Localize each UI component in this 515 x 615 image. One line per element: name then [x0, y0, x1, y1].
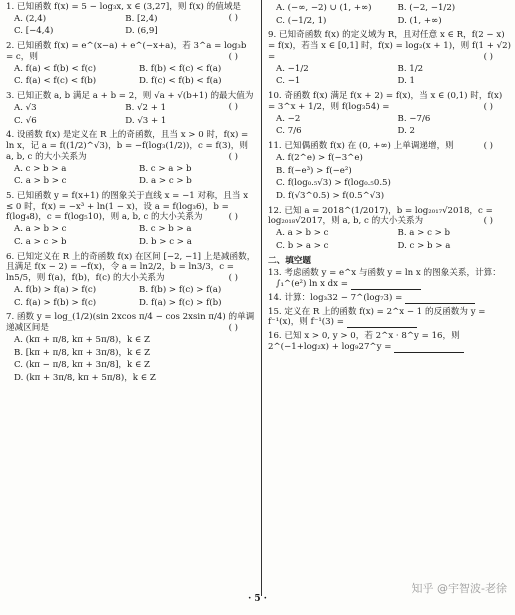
option-c: C. f(log₀.₅√3) > f(log₀.₅0.5)	[276, 178, 391, 189]
option-c: C. −1	[276, 76, 301, 87]
option-list	[6, 13, 229, 38]
question-q15	[268, 307, 511, 328]
fill-section-title: 二、填空题	[268, 255, 311, 266]
question-stem	[6, 252, 256, 284]
question-q13	[268, 268, 511, 289]
answer-blank[interactable]	[394, 343, 464, 353]
option-d: D. (6,9]	[125, 26, 158, 37]
question-q3	[6, 91, 256, 127]
option-d: D. f(√3^0.5) > f(0.5^√3)	[276, 191, 385, 202]
left-column	[6, 2, 256, 388]
question-text: 9. 已知奇函数 f(x) 的定义域为 R，且对任意 x ∈ R，f(2 − x) = f(x)，若当 x ∈ [0,1] 时，f(x) = log₂(x + 1)，则 f(1 + √2) =	[268, 30, 511, 62]
option-b: B. c > a > b	[139, 163, 192, 174]
option-b: B. −7/6	[397, 113, 431, 124]
option-d: D. 2	[397, 126, 416, 137]
option-b: B. 1/2	[397, 63, 424, 74]
question-text: 15. 定义在 R 上的函数 f(x) = 2^x − 1 的反函数为 y = f⁻¹(x)，则 f⁻¹(3) =	[268, 306, 486, 328]
question-stem	[268, 91, 511, 112]
answer-bracket: ( )	[483, 51, 493, 62]
option-a: A. f(b) > f(a) > f(c)	[14, 284, 97, 295]
option-c: C. 7/6	[276, 126, 302, 137]
option-list	[268, 152, 511, 203]
option-d: D. a > c > b	[139, 176, 192, 187]
answer-blank[interactable]	[347, 318, 417, 328]
option-c: C. a > c > b	[14, 236, 67, 247]
question-q1	[6, 2, 256, 38]
option-d: D. b > c > a	[139, 236, 192, 247]
option-c: C. [−4,4)	[14, 26, 54, 37]
option-b: B. √2 + 1	[125, 102, 167, 113]
option-list	[268, 63, 511, 88]
question-q6	[6, 252, 256, 310]
right-column	[268, 2, 511, 356]
option-list	[6, 284, 256, 309]
option-d: D. f(c) < f(b) < f(a)	[139, 76, 222, 87]
question-q16	[268, 331, 511, 352]
option-c: C. (−1/2, 1)	[276, 15, 327, 26]
option-b: B. f(b) < f(c) < f(a)	[139, 63, 222, 74]
question-q11	[268, 141, 511, 203]
option-c: C. f(a) < f(c) < f(b)	[14, 76, 97, 87]
question-text: 4. 设函数 f(x) 是定义在 R 上的奇函数，且当 x > 0 时，f(x) = ln x，记 a = f((1/2)^√3)，b = −f(log₃(1/2))，c = f(3)，则 a, b, c 的大小关系为	[6, 130, 249, 162]
option-b: B. [kπ + π/8, kπ + 3π/8)，k ∈ Z	[14, 347, 151, 358]
answer-bracket: ( )	[228, 323, 238, 334]
integral-expression: ∫₁^(e²) ln x dx =	[276, 279, 348, 290]
option-d: D. c > b > a	[397, 240, 451, 251]
page-number: · 5 ·	[248, 594, 267, 604]
option-list	[6, 334, 256, 385]
question-stem	[268, 206, 511, 227]
option-b: B. a > c > b	[397, 228, 451, 239]
question-text: 2. 已知函数 f(x) = e^(x−a) + e^(−x+a)，若 3^a = log₃b = c，则	[6, 41, 247, 62]
question-stem	[6, 312, 256, 333]
right-questions	[268, 2, 511, 253]
question-text: 14. 计算：log₃32 − 7^(log₇3) =	[268, 292, 403, 303]
option-list	[268, 227, 511, 252]
option-list	[6, 63, 256, 88]
option-d: D. √3 + 1	[125, 115, 167, 126]
question-stem	[6, 191, 256, 223]
question-text: 10. 奇函数 f(x) 满足 f(x + 2) = f(x)，当 x ∈ (0,1) 时，f(x) = 3^x + 1/2，则 f(log₃54) =	[268, 91, 503, 112]
option-c: C. f(a) > f(b) > f(c)	[14, 297, 97, 308]
question-text: 7. 函数 y = log_(1/2)(sin 2xcos π/4 − cos 2xsin π/4) 的单调递减区间是	[6, 312, 255, 334]
option-d: D. f(a) > f(c) > f(b)	[139, 297, 222, 308]
option-a: A. √3	[14, 102, 37, 113]
option-list	[268, 2, 511, 27]
question-text: 13. 考虑函数 y = e^x 与函数 y = ln x 的图象关系，计算：	[268, 268, 501, 279]
question-stem	[268, 30, 511, 62]
question-q2	[6, 41, 256, 88]
question-q10	[268, 91, 511, 138]
option-a: A. −1/2	[276, 63, 309, 74]
question-q7	[6, 312, 256, 384]
question-text: 3. 已知正数 a, b 满足 a + b = 2，则 √a + √(b+1) 的最大值为	[6, 91, 254, 102]
answer-bracket: ( )	[483, 101, 493, 112]
question-q4	[6, 130, 256, 188]
option-d: D. (kπ + 3π/8, kπ + 5π/8)，k ∈ Z	[14, 373, 156, 384]
option-c: C. (kπ − π/8, kπ + 3π/8]，k ∈ Z	[14, 360, 151, 371]
option-a: A. a > b > c	[14, 224, 67, 235]
option-a: A. (2,4)	[14, 13, 47, 24]
question-q5	[6, 191, 256, 249]
question-stem	[268, 141, 511, 152]
option-list	[6, 163, 256, 188]
question-q14	[268, 293, 511, 304]
option-b: B. f(b) > f(c) > f(a)	[139, 284, 222, 295]
answer-bracket: ( )	[228, 151, 238, 162]
watermark: 知乎 @宇智波-老徐	[411, 582, 507, 595]
option-a: A. f(2^e) > f(−3^e)	[276, 152, 363, 163]
option-c: C. b > a > c	[276, 240, 329, 251]
answer-bracket: ( )	[228, 273, 238, 284]
option-a: A. −2	[276, 113, 301, 124]
option-list	[6, 223, 256, 248]
question-q8_tail	[268, 2, 511, 27]
column-divider	[261, 0, 262, 596]
answer-bracket: ( )	[228, 212, 238, 223]
question-text: 16. 已知 x > 0, y > 0，若 2^x · 8^y = 16，则 2^(−1+log₂x) + log₉27^y =	[268, 331, 460, 352]
option-b: B. [2,4)	[125, 13, 158, 24]
answer-bracket: ( )	[483, 141, 493, 152]
answer-bracket: ( )	[228, 101, 238, 112]
option-list	[268, 113, 511, 138]
option-a: A. a > b > c	[276, 228, 329, 239]
answer-blank[interactable]	[405, 294, 475, 304]
answer-bracket: ( )	[483, 216, 493, 227]
option-d: D. (1, +∞)	[397, 15, 442, 26]
option-a: A. c > b > a	[14, 163, 67, 174]
answer-blank[interactable]	[351, 280, 421, 290]
fill-questions	[268, 268, 511, 352]
question-text: 12. 已知 a = 2018^(1/2017)，b = log₂₀₁₇√2018，c = log₂₀₁₈√2017，则 a, b, c 的大小关系为	[268, 205, 493, 227]
question-text: 6. 已知定义在 R 上的奇函数 f(x) 在区间 [−2, −1] 上是减函数，且满足 f(x − 2) = −f(x)，令 a = ln2/2，b = ln3/3，c = ln5/5，则 f(a)，f(b)，f(c) 的大小关系为	[6, 251, 256, 284]
question-q9	[268, 30, 511, 88]
option-b: B. c > b > a	[139, 224, 192, 235]
option-d: D. 1	[397, 76, 416, 87]
option-a: A. f(a) < f(b) < f(c)	[14, 63, 97, 74]
question-text: 1. 已知函数 f(x) = 5 − log₃x, x ∈ (3,27]，则 f(x) 的值域是	[6, 2, 242, 12]
answer-bracket: ( )	[228, 12, 238, 23]
question-text: 11. 已知偶函数 f(x) 在 (0, +∞) 上单调递增，则	[268, 141, 454, 152]
question-text: 5. 已知函数 y = f(x+1) 的图象关于直线 x = −1 对称，且当 x ≤ 0 时，f(x) = −x³ + ln(1 − x)，设 a = f(log₃6)，b = f(log₄8)，c = f(log₅10)，则 a, b, c 的大小关系为	[6, 191, 249, 223]
option-b: B. (−2, −1/2)	[397, 3, 456, 13]
option-a: A. (kπ + π/8, kπ + 5π/8)，k ∈ Z	[14, 334, 150, 345]
option-c: C. √6	[14, 115, 37, 126]
question-q12	[268, 206, 511, 253]
question-stem	[6, 130, 256, 162]
option-a: A. (−∞, −2) ∪ (1, +∞)	[276, 3, 372, 13]
option-c: C. a > b > c	[14, 176, 67, 187]
answer-bracket: ( )	[228, 51, 238, 62]
option-b: B. f(−e³) > f(−e²)	[276, 165, 352, 176]
option-list	[6, 102, 229, 127]
question-stem	[6, 41, 256, 62]
